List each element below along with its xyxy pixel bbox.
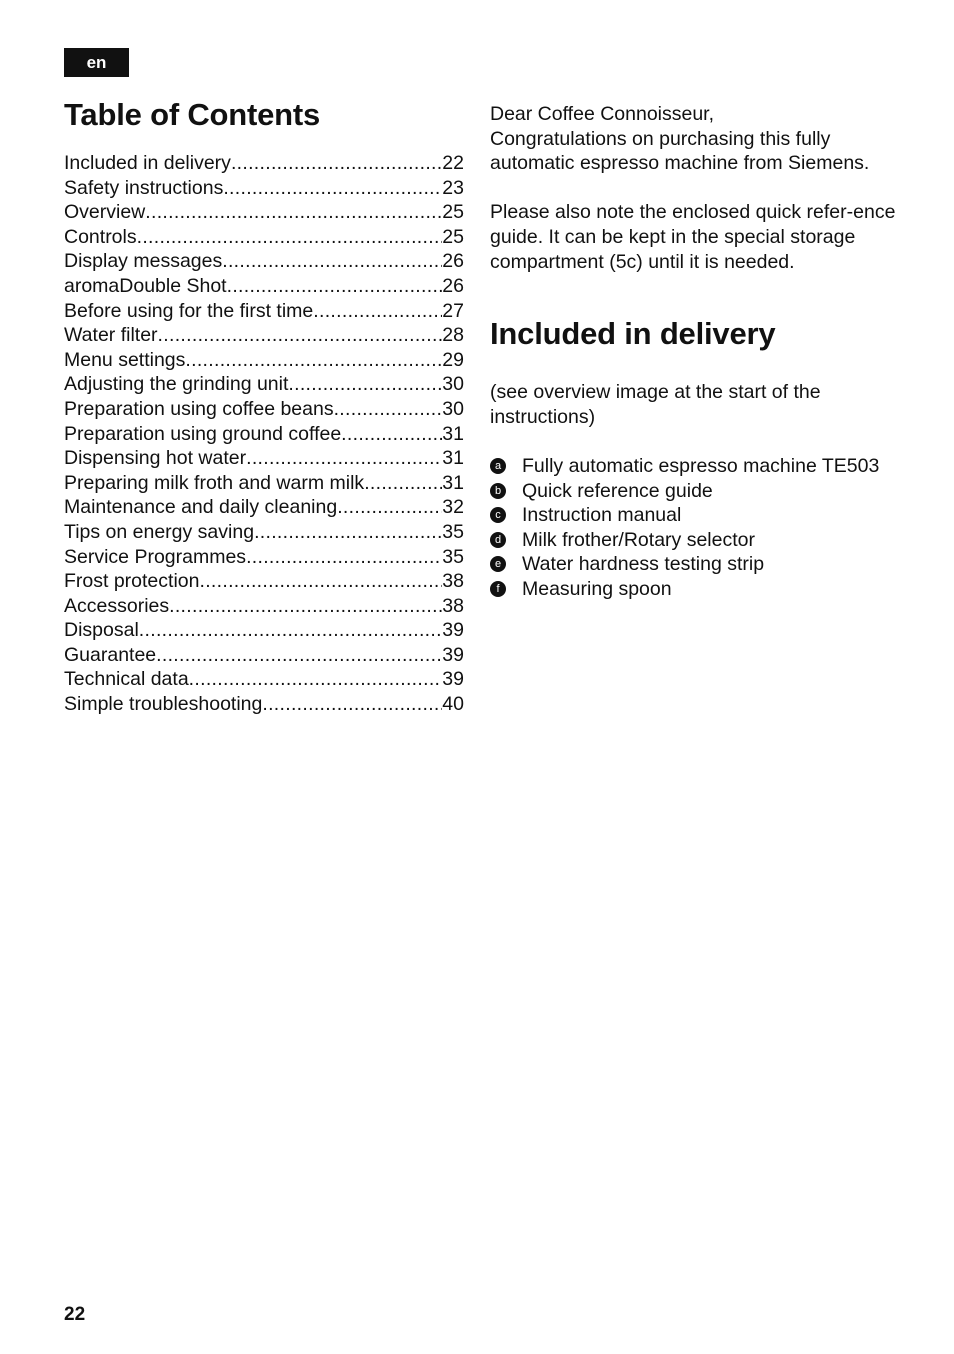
toc-entry[interactable]	[64, 495, 464, 520]
toc-entry-label: aromaDouble Shot	[64, 274, 227, 297]
table-of-contents	[64, 92, 464, 717]
item-marker-icon: e	[490, 556, 506, 572]
toc-entry-page: 25	[442, 201, 464, 224]
toc-entry-page: 32	[442, 496, 464, 519]
toc-entry-label: Guarantee	[64, 643, 157, 666]
toc-leader-dots	[189, 667, 443, 692]
toc-entry-label: Technical data	[64, 668, 189, 691]
toc-leader-dots	[223, 176, 442, 201]
toc-entry[interactable]	[64, 323, 464, 348]
delivery-item	[490, 552, 910, 577]
toc-entry[interactable]	[64, 422, 464, 447]
delivery-list	[490, 454, 910, 602]
item-marker-icon: d	[490, 532, 506, 548]
toc-entry-page: 40	[442, 693, 464, 716]
toc-entry[interactable]	[64, 594, 464, 619]
delivery-item-text: Instruction manual	[522, 504, 682, 527]
toc-entry-label: Water filter	[64, 324, 158, 347]
toc-entry-page: 31	[442, 447, 464, 470]
toc-entry[interactable]	[64, 667, 464, 692]
toc-leader-dots	[185, 348, 442, 373]
toc-leader-dots	[169, 594, 442, 619]
toc-entry[interactable]	[64, 249, 464, 274]
toc-leader-dots	[262, 692, 442, 717]
toc-entry[interactable]	[64, 274, 464, 299]
toc-leader-dots	[334, 397, 443, 422]
toc-leader-dots	[158, 323, 443, 348]
toc-entry[interactable]	[64, 151, 464, 176]
toc-entry[interactable]	[64, 692, 464, 717]
delivery-item	[490, 479, 910, 504]
toc-entry-page: 23	[442, 176, 464, 199]
item-marker-icon: c	[490, 507, 506, 523]
delivery-title: Included in delivery	[490, 316, 776, 352]
item-marker-icon: a	[490, 458, 506, 474]
toc-leader-dots	[313, 299, 442, 324]
toc-entry-page: 28	[442, 324, 464, 347]
delivery-item	[490, 503, 910, 528]
toc-leader-dots	[145, 200, 442, 225]
toc-entry-page: 30	[442, 373, 464, 396]
item-marker-icon: b	[490, 483, 506, 499]
toc-entry-page: 35	[442, 520, 464, 543]
toc-title: Table of Contents	[64, 97, 321, 132]
delivery-item	[490, 577, 910, 602]
toc-leader-dots	[288, 372, 442, 397]
toc-entry-page: 27	[442, 299, 464, 322]
toc-entry-label: Preparation using ground coffee	[64, 422, 342, 445]
toc-leader-dots	[139, 618, 443, 643]
delivery-item-text: Fully automatic espresso machine TE503	[522, 454, 880, 477]
intro-greeting: Dear Coffee Connoisseur,	[490, 103, 715, 125]
toc-entry[interactable]	[64, 643, 464, 668]
toc-entry-page: 29	[442, 348, 464, 371]
toc-leader-dots	[227, 274, 443, 299]
toc-entry-label: Preparation using coffee beans	[64, 397, 334, 420]
toc-entry-page: 25	[442, 225, 464, 248]
toc-entry-page: 31	[442, 422, 464, 445]
toc-entry[interactable]	[64, 299, 464, 324]
toc-entry[interactable]	[64, 545, 464, 570]
toc-entry-label: Maintenance and daily cleaning	[64, 496, 338, 519]
toc-entry-label: Adjusting the grinding unit	[64, 373, 289, 396]
toc-leader-dots	[137, 225, 443, 250]
toc-entry-page: 35	[442, 545, 464, 568]
toc-entry-page: 31	[442, 471, 464, 494]
toc-leader-dots	[156, 643, 442, 668]
toc-entry[interactable]	[64, 176, 464, 201]
toc-entry-page: 26	[442, 274, 464, 297]
toc-leader-dots	[231, 151, 442, 176]
toc-leader-dots	[254, 520, 442, 545]
toc-entry-page: 39	[442, 668, 464, 691]
toc-leader-dots	[337, 495, 442, 520]
intro-congrats: Congratulations on purchasing this fully automatic espresso machine from Siemens.	[490, 127, 870, 175]
toc-entry-label: Safety instructions	[64, 176, 224, 199]
toc-leader-dots	[246, 446, 442, 471]
toc-entry[interactable]	[64, 520, 464, 545]
toc-entry-label: Controls	[64, 225, 137, 248]
intro-and-delivery	[490, 102, 910, 602]
toc-entry-label: Frost protection	[64, 570, 200, 593]
delivery-item	[490, 528, 910, 553]
item-marker-icon: f	[490, 581, 506, 597]
toc-entry-label: Disposal	[64, 619, 139, 642]
toc-entry-page: 38	[442, 594, 464, 617]
toc-leader-dots	[246, 545, 442, 570]
delivery-item-text: Quick reference guide	[522, 479, 713, 502]
delivery-note: (see overview image at the start of the instructions)	[490, 381, 821, 428]
toc-entry-label: Menu settings	[64, 348, 186, 371]
toc-entry-label: Service Programmes	[64, 545, 247, 568]
toc-entry[interactable]	[64, 225, 464, 250]
toc-list	[64, 151, 464, 717]
toc-entry[interactable]	[64, 618, 464, 643]
toc-entry[interactable]	[64, 348, 464, 373]
delivery-item	[490, 454, 910, 479]
toc-entry[interactable]	[64, 372, 464, 397]
toc-entry[interactable]	[64, 446, 464, 471]
toc-entry-label: Simple troubleshooting	[64, 693, 263, 716]
toc-entry[interactable]	[64, 397, 464, 422]
intro-note: Please also note the enclosed quick refer-ence guide. It can be kept in the special storage compartment (5c) until it is needed.	[490, 201, 896, 273]
toc-entry-page: 39	[442, 643, 464, 666]
toc-leader-dots	[199, 569, 442, 594]
toc-entry-label: Accessories	[64, 594, 170, 617]
toc-entry-page: 38	[442, 570, 464, 593]
toc-entry-label: Overview	[64, 201, 146, 224]
page-number: 22	[64, 1304, 86, 1325]
toc-entry-page: 26	[442, 250, 464, 273]
delivery-item-text: Water hardness testing strip	[522, 553, 765, 576]
toc-entry-label: Tips on energy saving	[64, 520, 255, 543]
toc-entry[interactable]	[64, 569, 464, 594]
toc-entry-label: Dispensing hot water	[64, 447, 247, 470]
toc-leader-dots	[341, 422, 442, 447]
toc-entry-page: 30	[442, 397, 464, 420]
toc-entry-label: Before using for the first time	[64, 299, 314, 322]
toc-leader-dots	[222, 249, 442, 274]
toc-entry-label: Included in delivery	[64, 152, 231, 174]
intro-text	[490, 102, 910, 176]
toc-entry-label: Display messages	[64, 250, 223, 273]
toc-entry-page: 39	[442, 619, 464, 642]
delivery-item-text: Milk frother/Rotary selector	[522, 528, 755, 551]
delivery-item-text: Measuring spoon	[522, 577, 672, 600]
toc-entry-label: Preparing milk froth and warm milk	[64, 471, 365, 494]
toc-entry-page: 22	[442, 152, 464, 174]
toc-leader-dots	[364, 471, 442, 496]
toc-entry[interactable]	[64, 200, 464, 225]
language-badge: en	[64, 48, 129, 77]
toc-entry[interactable]	[64, 471, 464, 496]
